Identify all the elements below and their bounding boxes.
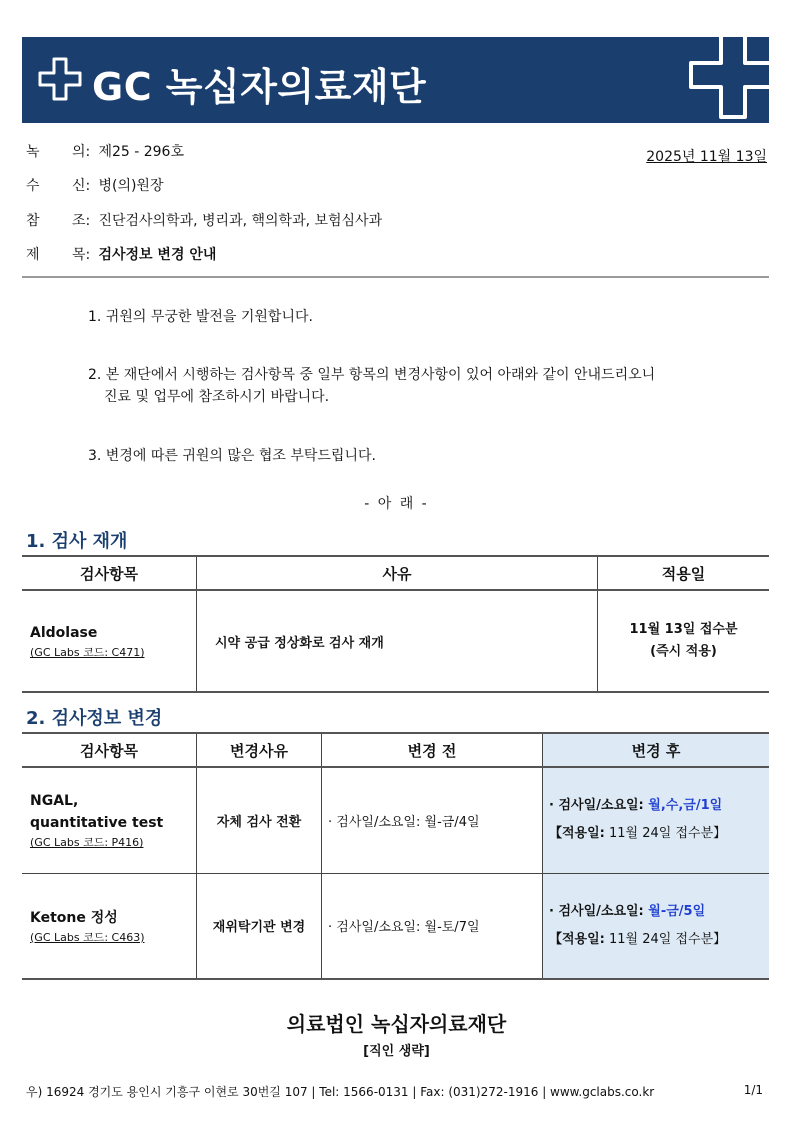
test-code: (GC Labs 코드: C471) [30, 646, 145, 659]
seal-note: [직인 생략] [363, 1044, 430, 1059]
col-header-reason: 사유 [197, 556, 598, 590]
cc-line: 참 조: 진단검사의학과, 병리과, 핵의학과, 보험심사과 [26, 213, 383, 229]
col-header-after: 변경 후 [543, 733, 770, 767]
after-cell: · 검사일/소요일: 월,수,금/1일 【적용일: 11월 24일 접수분】 [543, 767, 770, 873]
paragraph-2b: 진료 및 업무에 참조하시기 바랍니다. [104, 389, 330, 405]
col-header-before: 변경 전 [322, 733, 543, 767]
change-reason-cell: 자체 검사 전환 [197, 767, 322, 873]
page-number: 1/1 [743, 1083, 763, 1097]
subject: 검사정보 변경 안내 [98, 247, 217, 263]
change-table [22, 732, 769, 980]
test-code: (GC Labs 코드: C463) [30, 930, 145, 944]
gc-cross-watermark-icon [683, 37, 769, 123]
col-header-item: 검사항목 [22, 733, 197, 767]
before-cell: · 검사일/소요일: 월-금/4일 [322, 767, 543, 873]
footer-address: 우) 16924 경기도 용인시 기흥구 이현로 30번길 107 | Tel: 1566-0131 | Fax: (031)272-1916 | www.gclabs.co.kr [26, 1085, 655, 1099]
divider [22, 276, 769, 278]
paragraph-1: 1. 귀원의 무궁한 발전을 기원합니다. [88, 309, 313, 325]
test-item-cell: Ketone 정성 (GC Labs 코드: C463) [22, 873, 197, 979]
doc-number: 제25 - 296호 [98, 144, 184, 160]
brand-name: GC 녹십자의료재단 [92, 65, 427, 109]
test-item-cell: NGAL, quantitative test (GC Labs 코드: P416) [22, 767, 197, 873]
table-row [22, 873, 769, 979]
section-1-title: 1. 검사 재개 [26, 531, 128, 552]
reason-cell: 시약 공급 정상화로 검사 재개 [197, 590, 598, 692]
issue-date: 2025년 11월 13일 [646, 149, 767, 165]
resume-table [22, 555, 769, 693]
table-row [22, 590, 769, 692]
recipient: 병(의)원장 [98, 178, 164, 194]
col-header-change-reason: 변경사유 [197, 733, 322, 767]
before-cell: · 검사일/소요일: 월-토/7일 [322, 873, 543, 979]
header-banner [22, 37, 769, 123]
section-2-title: 2. 검사정보 변경 [26, 708, 163, 729]
col-header-item: 검사항목 [22, 556, 197, 590]
paragraph-3: 3. 변경에 따른 귀원의 많은 협조 부탁드립니다. [88, 448, 376, 464]
subject-line: 제 목: 검사정보 변경 안내 [26, 247, 217, 263]
below-marker: - 아 래 - [364, 496, 429, 512]
recipient-line: 수 신: 병(의)원장 [26, 178, 164, 194]
test-name: Aldolase [30, 625, 98, 641]
apply-date-cell: 11월 13일 접수분 (즉시 적용) [598, 590, 770, 692]
table-row [22, 767, 769, 873]
issuer-org: 의료법인 녹십자의료재단 [286, 1012, 507, 1036]
gc-cross-logo-icon [32, 53, 88, 109]
test-item-cell [22, 590, 197, 692]
paragraph-2a: 2. 본 재단에서 시행하는 검사항목 중 일부 항목의 변경사항이 있어 아래와 같이 안내드리오니 [88, 367, 656, 383]
test-code: (GC Labs 코드: P416) [30, 836, 144, 850]
doc-number-line: 녹 의: 제25 - 296호 [26, 144, 184, 160]
cc-departments: 진단검사의학과, 병리과, 핵의학과, 보험심사과 [98, 213, 383, 229]
col-header-apply-date: 적용일 [598, 556, 770, 590]
change-reason-cell: 재위탁기관 변경 [197, 873, 322, 979]
after-cell: · 검사일/소요일: 월-금/5일 【적용일: 11월 24일 접수분】 [543, 873, 770, 979]
